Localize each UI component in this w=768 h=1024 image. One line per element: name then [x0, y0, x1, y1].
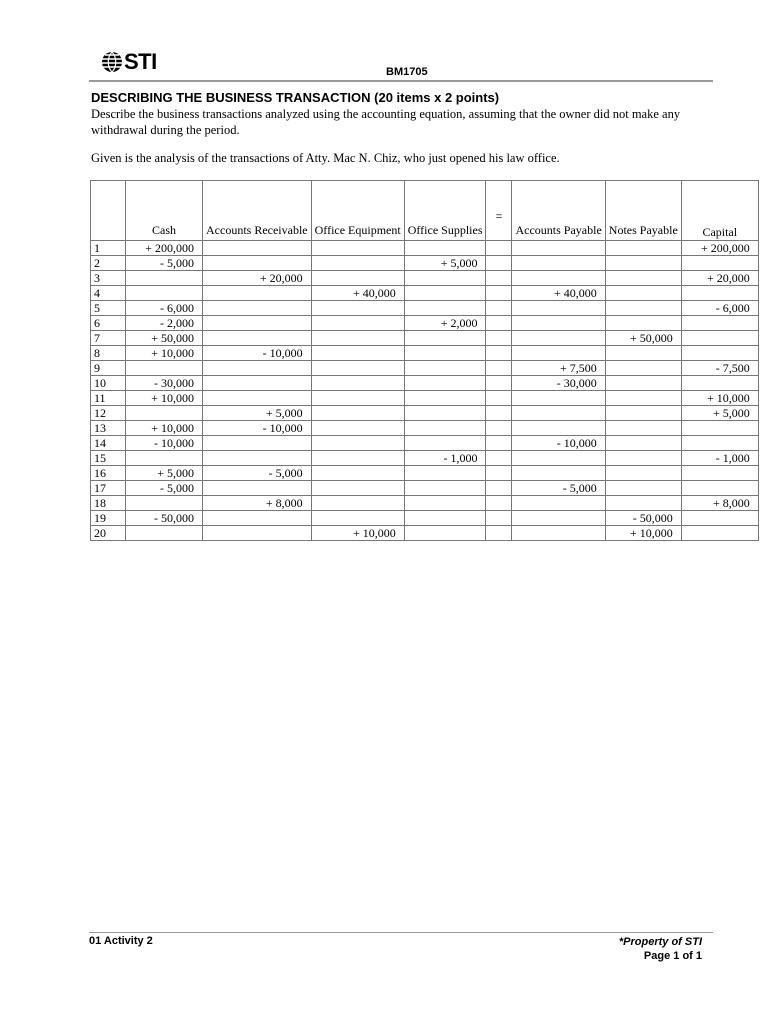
amount-cell: [512, 466, 605, 481]
table-row: [91, 526, 759, 541]
amount-cell: [605, 421, 681, 436]
amount-cell: [512, 241, 605, 256]
amount-cell: [311, 451, 404, 466]
amount-cell: [512, 421, 605, 436]
row-number-cell: 7: [91, 331, 126, 346]
row-number-cell: 12: [91, 406, 126, 421]
sti-logo: [101, 50, 157, 74]
logo-text: STI: [124, 49, 157, 74]
amount-cell: [605, 271, 681, 286]
amount-cell: [404, 436, 486, 451]
row-number-cell: 10: [91, 376, 126, 391]
amount-cell: [404, 391, 486, 406]
amount-cell: [681, 376, 758, 391]
amount-cell: + 10,000: [605, 526, 681, 541]
amount-cell: + 50,000: [605, 331, 681, 346]
row-number-cell: 14: [91, 436, 126, 451]
amount-cell: [126, 526, 203, 541]
amount-cell: [605, 241, 681, 256]
course-code: BM1705: [386, 66, 428, 78]
amount-cell: [681, 526, 758, 541]
amount-cell: [404, 331, 486, 346]
amount-cell: - 1,000: [404, 451, 486, 466]
amount-cell: [126, 451, 203, 466]
amount-cell: - 5,000: [126, 256, 203, 271]
amount-cell: + 50,000: [126, 331, 203, 346]
header-office-supplies: Office Supplies: [404, 181, 486, 241]
amount-cell: [486, 466, 512, 481]
amount-cell: - 5,000: [203, 466, 312, 481]
amount-cell: + 8,000: [681, 496, 758, 511]
amount-cell: [404, 406, 486, 421]
amount-cell: [126, 361, 203, 376]
amount-cell: [126, 496, 203, 511]
amount-cell: [605, 286, 681, 301]
amount-cell: [311, 241, 404, 256]
row-number-cell: 17: [91, 481, 126, 496]
amount-cell: [512, 316, 605, 331]
table-row: [91, 256, 759, 271]
footer-right: [619, 935, 702, 963]
amount-cell: - 30,000: [126, 376, 203, 391]
amount-cell: + 40,000: [311, 286, 404, 301]
row-number-cell: 18: [91, 496, 126, 511]
amount-cell: [512, 301, 605, 316]
amount-cell: [311, 316, 404, 331]
header-divider: [89, 80, 713, 82]
amount-cell: [605, 256, 681, 271]
table-row: [91, 496, 759, 511]
amount-cell: [203, 286, 312, 301]
table-row: [91, 511, 759, 526]
footer-activity: 01 Activity 2: [89, 935, 153, 947]
amount-cell: [486, 496, 512, 511]
amount-cell: [126, 406, 203, 421]
row-number-cell: 16: [91, 466, 126, 481]
amount-cell: [311, 346, 404, 361]
table-row: [91, 361, 759, 376]
amount-cell: - 10,000: [126, 436, 203, 451]
amount-cell: [404, 271, 486, 286]
amount-cell: [311, 361, 404, 376]
amount-cell: [486, 376, 512, 391]
footer-divider: [89, 932, 713, 933]
row-number-cell: 20: [91, 526, 126, 541]
amount-cell: [311, 301, 404, 316]
amount-cell: [404, 526, 486, 541]
amount-cell: [486, 301, 512, 316]
amount-cell: + 5,000: [203, 406, 312, 421]
row-number-cell: 3: [91, 271, 126, 286]
row-number-cell: 6: [91, 316, 126, 331]
amount-cell: [512, 391, 605, 406]
amount-cell: [512, 406, 605, 421]
amount-cell: [605, 466, 681, 481]
amount-cell: [512, 256, 605, 271]
amount-cell: [311, 511, 404, 526]
amount-cell: + 5,000: [404, 256, 486, 271]
amount-cell: [126, 271, 203, 286]
amount-cell: [311, 496, 404, 511]
amount-cell: [605, 346, 681, 361]
amount-cell: [203, 481, 312, 496]
amount-cell: + 5,000: [681, 406, 758, 421]
amount-cell: + 10,000: [681, 391, 758, 406]
table-row: [91, 406, 759, 421]
amount-cell: [512, 331, 605, 346]
amount-cell: + 200,000: [681, 241, 758, 256]
amount-cell: [203, 256, 312, 271]
amount-cell: - 10,000: [203, 346, 312, 361]
amount-cell: + 40,000: [512, 286, 605, 301]
amount-cell: [203, 391, 312, 406]
row-number-cell: 1: [91, 241, 126, 256]
amount-cell: [605, 316, 681, 331]
amount-cell: [203, 511, 312, 526]
amount-cell: [605, 391, 681, 406]
row-number-cell: 2: [91, 256, 126, 271]
amount-cell: [512, 511, 605, 526]
table-header-row: [91, 181, 759, 241]
amount-cell: - 5,000: [512, 481, 605, 496]
amount-cell: [311, 271, 404, 286]
amount-cell: - 5,000: [126, 481, 203, 496]
given-statement: Given is the analysis of the transactions of Atty. Mac N. Chiz, who just opened his law office.: [91, 151, 560, 165]
amount-cell: [512, 526, 605, 541]
amount-cell: + 20,000: [203, 271, 312, 286]
amount-cell: [486, 271, 512, 286]
header-accounts-receivable: Accounts Receivable: [203, 181, 312, 241]
amount-cell: [605, 481, 681, 496]
amount-cell: [203, 436, 312, 451]
amount-cell: [681, 436, 758, 451]
amount-cell: - 2,000: [126, 316, 203, 331]
amount-cell: [311, 376, 404, 391]
table-row: [91, 346, 759, 361]
amount-cell: [203, 451, 312, 466]
amount-cell: [311, 331, 404, 346]
amount-cell: [681, 346, 758, 361]
amount-cell: [605, 361, 681, 376]
amount-cell: [605, 436, 681, 451]
amount-cell: - 50,000: [605, 511, 681, 526]
amount-cell: - 50,000: [126, 511, 203, 526]
amount-cell: - 10,000: [203, 421, 312, 436]
table-row: [91, 436, 759, 451]
header-equals: =: [486, 181, 512, 241]
amount-cell: [681, 421, 758, 436]
instructions: Describe the business transactions analyzed using the accounting equation, assuming that the owner did not make any withdrawal during the period.: [91, 107, 681, 137]
table-row: [91, 391, 759, 406]
amount-cell: [512, 346, 605, 361]
amount-cell: [404, 466, 486, 481]
header-cash: Cash: [126, 181, 203, 241]
amount-cell: [512, 496, 605, 511]
row-number-cell: 15: [91, 451, 126, 466]
amount-cell: [404, 376, 486, 391]
amount-cell: [486, 361, 512, 376]
amount-cell: [512, 451, 605, 466]
amount-cell: [311, 466, 404, 481]
amount-cell: [486, 451, 512, 466]
amount-cell: + 200,000: [126, 241, 203, 256]
amount-cell: [681, 511, 758, 526]
row-number-cell: 11: [91, 391, 126, 406]
amount-cell: [404, 346, 486, 361]
amount-cell: - 6,000: [126, 301, 203, 316]
amount-cell: [404, 511, 486, 526]
amount-cell: [605, 376, 681, 391]
footer-property: *Property of STI: [618, 936, 702, 948]
amount-cell: [404, 481, 486, 496]
amount-cell: + 10,000: [126, 391, 203, 406]
amount-cell: [311, 406, 404, 421]
amount-cell: + 10,000: [311, 526, 404, 541]
amount-cell: [311, 256, 404, 271]
table-row: [91, 466, 759, 481]
amount-cell: + 10,000: [126, 421, 203, 436]
table-body: [91, 241, 759, 541]
amount-cell: [203, 526, 312, 541]
amount-cell: [681, 466, 758, 481]
amount-cell: + 2,000: [404, 316, 486, 331]
amount-cell: [404, 286, 486, 301]
table-row: [91, 241, 759, 256]
header-accounts-payable: Accounts Payable: [512, 181, 605, 241]
amount-cell: [486, 331, 512, 346]
amount-cell: - 10,000: [512, 436, 605, 451]
amount-cell: [203, 361, 312, 376]
amount-cell: [404, 301, 486, 316]
amount-cell: + 5,000: [126, 466, 203, 481]
amount-cell: + 10,000: [126, 346, 203, 361]
amount-cell: [311, 421, 404, 436]
amount-cell: [404, 421, 486, 436]
amount-cell: + 20,000: [681, 271, 758, 286]
header-capital: Capital: [681, 181, 758, 241]
amount-cell: [404, 241, 486, 256]
row-number-cell: 4: [91, 286, 126, 301]
amount-cell: [404, 496, 486, 511]
table-row: [91, 301, 759, 316]
amount-cell: [486, 256, 512, 271]
amount-cell: [486, 526, 512, 541]
amount-cell: + 7,500: [512, 361, 605, 376]
row-number-cell: 13: [91, 421, 126, 436]
amount-cell: [203, 316, 312, 331]
table-row: [91, 421, 759, 436]
header-office-equipment: Office Equipment: [311, 181, 404, 241]
amount-cell: [681, 481, 758, 496]
amount-cell: [605, 496, 681, 511]
amount-cell: [512, 271, 605, 286]
amount-cell: [203, 241, 312, 256]
amount-cell: [311, 481, 404, 496]
amount-cell: [311, 436, 404, 451]
amount-cell: [203, 376, 312, 391]
amount-cell: [681, 331, 758, 346]
amount-cell: [404, 361, 486, 376]
amount-cell: [486, 316, 512, 331]
amount-cell: [203, 331, 312, 346]
amount-cell: [311, 391, 404, 406]
transaction-table: [90, 180, 759, 541]
table-row: [91, 331, 759, 346]
amount-cell: [486, 481, 512, 496]
amount-cell: [486, 241, 512, 256]
amount-cell: [486, 346, 512, 361]
amount-cell: [681, 286, 758, 301]
page-title: DESCRIBING THE BUSINESS TRANSACTION (20 items x 2 points): [91, 90, 500, 105]
amount-cell: - 1,000: [681, 451, 758, 466]
amount-cell: [681, 316, 758, 331]
header-index: [91, 181, 126, 241]
amount-cell: [681, 256, 758, 271]
table-row: [91, 481, 759, 496]
row-number-cell: 5: [91, 301, 126, 316]
amount-cell: - 30,000: [512, 376, 605, 391]
footer-page-number: Page 1 of 1: [643, 950, 702, 962]
amount-cell: [486, 406, 512, 421]
amount-cell: [126, 286, 203, 301]
sti-globe-icon: [101, 51, 123, 73]
amount-cell: [486, 421, 512, 436]
table-row: [91, 271, 759, 286]
row-number-cell: 19: [91, 511, 126, 526]
amount-cell: [486, 391, 512, 406]
amount-cell: - 7,500: [681, 361, 758, 376]
table-row: [91, 316, 759, 331]
amount-cell: + 8,000: [203, 496, 312, 511]
amount-cell: [605, 451, 681, 466]
amount-cell: [203, 301, 312, 316]
table-row: [91, 451, 759, 466]
table-row: [91, 376, 759, 391]
amount-cell: [486, 436, 512, 451]
amount-cell: [486, 511, 512, 526]
amount-cell: - 6,000: [681, 301, 758, 316]
row-number-cell: 8: [91, 346, 126, 361]
row-number-cell: 9: [91, 361, 126, 376]
amount-cell: [605, 406, 681, 421]
amount-cell: [605, 301, 681, 316]
amount-cell: [486, 286, 512, 301]
table-row: [91, 286, 759, 301]
header-notes-payable: Notes Payable: [605, 181, 681, 241]
